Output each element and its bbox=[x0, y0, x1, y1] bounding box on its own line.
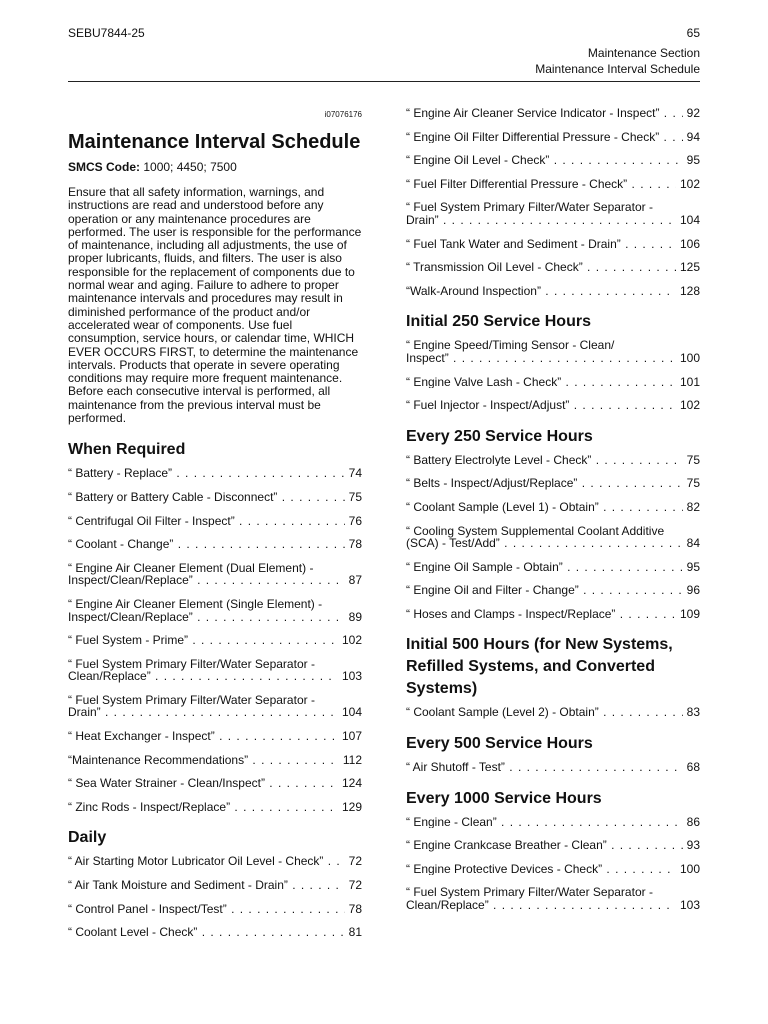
right-column bbox=[406, 90, 700, 923]
entry-title: Clean/Replace” . . . bbox=[406, 899, 676, 912]
entry-title: “ Fuel Filter Differential Pressure - Check” . . . bbox=[406, 178, 676, 191]
entry-title: “ Air Starting Motor Lubricator Oil Level - Check” . . . bbox=[68, 855, 345, 868]
toc-entry[interactable] bbox=[68, 491, 362, 504]
entry-page-number: 94 bbox=[686, 129, 700, 144]
entry-title: “ Control Panel - Inspect/Test” . . . bbox=[68, 903, 345, 916]
toc-entry[interactable] bbox=[406, 608, 700, 621]
entry-page-number: 82 bbox=[686, 499, 700, 514]
entry-page-number: 102 bbox=[679, 176, 700, 191]
entry-page-number: 100 bbox=[679, 350, 700, 365]
entry-page-number: 101 bbox=[679, 374, 700, 389]
entry-title-line1: “ Engine Air Cleaner Element (Dual Element) - bbox=[68, 560, 314, 575]
entry-title: “ Air Shutoff - Test” . . . bbox=[406, 761, 683, 774]
entry-title: “ Engine Crankcase Breather - Clean” . . . bbox=[406, 839, 683, 852]
section-heading-every-500: Every 500 Service Hours bbox=[406, 735, 593, 753]
entry-page-number: 78 bbox=[348, 901, 362, 916]
entry-title: “ Belts - Inspect/Adjust/Replace” . . . bbox=[406, 477, 683, 490]
entry-title: “ Zinc Rods - Inspect/Replace” . . . bbox=[68, 801, 338, 814]
toc-entry[interactable] bbox=[406, 201, 700, 226]
entry-page-number: 102 bbox=[679, 398, 700, 413]
when-required-list bbox=[68, 467, 362, 813]
entry-title: (SCA) - Test/Add” . . . bbox=[406, 537, 683, 550]
toc-entry[interactable] bbox=[406, 339, 700, 364]
section-heading-daily: Daily bbox=[68, 829, 107, 847]
toc-entry[interactable] bbox=[68, 658, 362, 683]
entry-page-number: 75 bbox=[686, 476, 700, 491]
toc-entry[interactable] bbox=[406, 501, 700, 514]
daily-list bbox=[68, 855, 362, 938]
entry-page-number: 87 bbox=[348, 573, 362, 588]
toc-entry[interactable] bbox=[68, 777, 362, 790]
toc-entry[interactable] bbox=[406, 178, 700, 191]
entry-title: “ Transmission Oil Level - Check” . . . bbox=[406, 261, 676, 274]
every-1000-list bbox=[406, 816, 700, 912]
entry-title: “ Engine Air Cleaner Service Indicator - Inspect” . . . bbox=[406, 107, 683, 120]
toc-entry[interactable] bbox=[68, 801, 362, 814]
intro-paragraph: Ensure that all safety information, warnings, and instructions are read and understood before any operation or any maintenance procedures are performed. The user is responsible for the performance of maintenance, including all adjustments, the use of proper lubricants, fluids, and filters. The user is also responsible for the replacement of components due to normal wear and aging. Failure to adhere to proper maintenance intervals and procedures may result in diminished performance of the product and/or accelerated wear of components. Use fuel consumption, service hours, or calendar time, WHICH EVER OCCURS FIRST, to determine the maintenance intervals. Products that operate in severe operating conditions may require more frequent maintenance. Before each consecutive interval is performed, all maintenance from the previous interval must be performed. bbox=[68, 185, 362, 426]
entry-title-line1: “ Fuel System Primary Filter/Water Separator - bbox=[406, 200, 653, 215]
toc-entry[interactable] bbox=[68, 855, 362, 868]
initial-250-list bbox=[406, 339, 700, 411]
entry-page-number: 83 bbox=[686, 705, 700, 720]
entry-title: “Maintenance Recommendations” . . . bbox=[68, 754, 339, 767]
reference-code: i07076176 bbox=[324, 110, 362, 119]
entry-page-number: 104 bbox=[679, 212, 700, 227]
page-number: 65 bbox=[686, 26, 700, 40]
smcs-label: SMCS Code: bbox=[68, 160, 140, 174]
toc-entry[interactable] bbox=[406, 863, 700, 876]
entry-title-line1: “ Engine Speed/Timing Sensor - Clean/ bbox=[406, 338, 615, 353]
entry-title: Drain” . . . bbox=[68, 706, 338, 719]
entry-page-number: 112 bbox=[342, 752, 362, 767]
smcs-code bbox=[68, 160, 362, 174]
every-500-list bbox=[406, 761, 700, 774]
toc-entry[interactable] bbox=[406, 107, 700, 120]
entry-title: “ Heat Exchanger - Inspect” . . . bbox=[68, 730, 338, 743]
entry-title: “ Engine Valve Lash - Check” . . . bbox=[406, 376, 676, 389]
entry-page-number: 109 bbox=[679, 606, 700, 621]
entry-title: “ Coolant Sample (Level 2) - Obtain” . . . bbox=[406, 706, 683, 719]
entry-page-number: 72 bbox=[348, 878, 362, 893]
entry-page-number: 86 bbox=[686, 814, 700, 829]
entry-title: “ Coolant Sample (Level 1) - Obtain” . . . bbox=[406, 501, 683, 514]
entry-title: “ Engine Oil and Filter - Change” . . . bbox=[406, 584, 683, 597]
left-column bbox=[68, 90, 362, 950]
entry-page-number: 76 bbox=[348, 513, 362, 528]
entry-title-line1: “ Fuel System Primary Filter/Water Separator - bbox=[68, 656, 315, 671]
entry-page-number: 75 bbox=[686, 452, 700, 467]
entry-title: “ Fuel System - Prime” . . . bbox=[68, 634, 338, 647]
entry-page-number: 129 bbox=[341, 799, 362, 814]
entry-page-number: 103 bbox=[341, 669, 362, 684]
subsection-title: Maintenance Interval Schedule bbox=[535, 62, 700, 76]
entry-title: “ Battery - Replace” . . . bbox=[68, 467, 345, 480]
entry-title: “ Hoses and Clamps - Inspect/Replace” . . . bbox=[406, 608, 676, 621]
entry-page-number: 78 bbox=[348, 537, 362, 552]
entry-title: Inspect” . . . bbox=[406, 352, 676, 365]
toc-entry[interactable] bbox=[68, 634, 362, 647]
toc-entry[interactable] bbox=[68, 562, 362, 587]
toc-entry[interactable] bbox=[68, 467, 362, 480]
toc-entry[interactable] bbox=[68, 538, 362, 551]
page-title: Maintenance Interval Schedule bbox=[68, 131, 361, 153]
every-250-list bbox=[406, 454, 700, 621]
entry-page-number: 92 bbox=[686, 106, 700, 120]
toc-entry[interactable] bbox=[406, 525, 700, 550]
entry-page-number: 75 bbox=[348, 489, 362, 504]
entry-page-number: 125 bbox=[679, 260, 700, 275]
toc-entry[interactable] bbox=[68, 879, 362, 892]
entry-title-line1: “ Engine Air Cleaner Element (Single Element) - bbox=[68, 596, 323, 611]
entry-title: “Walk-Around Inspection” . . . bbox=[406, 285, 676, 298]
entry-title: “ Sea Water Strainer - Clean/Inspect” . . . bbox=[68, 777, 338, 790]
entry-title: “ Fuel Tank Water and Sediment - Drain” . . . bbox=[406, 238, 676, 251]
entry-title: “ Centrifugal Oil Filter - Inspect” . . . bbox=[68, 515, 345, 528]
toc-entry[interactable] bbox=[406, 584, 700, 597]
entry-title-line1: “ Fuel System Primary Filter/Water Separator - bbox=[68, 692, 315, 707]
entry-title: “ Battery Electrolyte Level - Check” . . . bbox=[406, 454, 683, 467]
toc-entry[interactable] bbox=[406, 561, 700, 574]
toc-entry[interactable] bbox=[406, 285, 700, 298]
toc-entry[interactable] bbox=[406, 261, 700, 274]
entry-title: Inspect/Clean/Replace” . . . bbox=[68, 611, 345, 624]
entry-title: “ Coolant Level - Check” . . . bbox=[68, 926, 345, 939]
initial-500-list bbox=[406, 706, 700, 719]
toc-entry[interactable] bbox=[406, 816, 700, 829]
entry-page-number: 107 bbox=[341, 729, 362, 744]
entry-page-number: 102 bbox=[341, 633, 362, 648]
toc-entry[interactable] bbox=[406, 238, 700, 251]
entry-title: “ Engine Oil Filter Differential Pressure - Check” . . . bbox=[406, 131, 683, 144]
toc-entry[interactable] bbox=[406, 886, 700, 911]
toc-entry[interactable] bbox=[406, 839, 700, 852]
toc-entry[interactable] bbox=[406, 761, 700, 774]
toc-entry[interactable] bbox=[68, 694, 362, 719]
entry-page-number: 104 bbox=[341, 705, 362, 720]
toc-entry[interactable] bbox=[406, 706, 700, 719]
entry-page-number: 68 bbox=[686, 760, 700, 775]
toc-entry[interactable] bbox=[406, 376, 700, 389]
entry-page-number: 100 bbox=[679, 861, 700, 876]
entry-title: “ Battery or Battery Cable - Disconnect” . . . bbox=[68, 491, 345, 504]
entry-title: “ Engine Protective Devices - Check” . . . bbox=[406, 863, 676, 876]
toc-entry[interactable] bbox=[68, 903, 362, 916]
entry-page-number: 74 bbox=[348, 466, 362, 481]
entry-page-number: 103 bbox=[679, 898, 700, 913]
entry-page-number: 93 bbox=[686, 838, 700, 853]
toc-entry[interactable] bbox=[68, 730, 362, 743]
entry-page-number: 96 bbox=[686, 583, 700, 598]
toc-entry[interactable] bbox=[406, 454, 700, 467]
daily-list-continued bbox=[406, 107, 700, 297]
entry-title: “ Engine Oil Sample - Obtain” . . . bbox=[406, 561, 683, 574]
entry-page-number: 84 bbox=[686, 536, 700, 551]
entry-title-line1: “ Cooling System Supplemental Coolant Additive bbox=[406, 523, 665, 538]
entry-page-number: 72 bbox=[348, 854, 362, 869]
entry-page-number: 124 bbox=[341, 776, 362, 791]
toc-entry[interactable] bbox=[406, 477, 700, 490]
toc-entry[interactable] bbox=[68, 926, 362, 939]
section-heading-when-required: When Required bbox=[68, 441, 186, 459]
entry-title: Inspect/Clean/Replace” . . . bbox=[68, 574, 345, 587]
entry-page-number: 128 bbox=[679, 283, 700, 298]
toc-entry[interactable] bbox=[68, 598, 362, 623]
entry-title: “ Fuel Injector - Inspect/Adjust” . . . bbox=[406, 399, 676, 412]
entry-title-line1: “ Fuel System Primary Filter/Water Separator - bbox=[406, 885, 653, 900]
page-header bbox=[68, 26, 700, 82]
toc-entry[interactable] bbox=[406, 399, 700, 412]
entry-page-number: 89 bbox=[348, 609, 362, 624]
entry-title: Clean/Replace” . . . bbox=[68, 670, 338, 683]
entry-title: “ Engine Oil Level - Check” . . . bbox=[406, 154, 683, 167]
entry-title: “ Engine - Clean” . . . bbox=[406, 816, 683, 829]
smcs-values: 1000; 4450; 7500 bbox=[143, 160, 237, 174]
entry-title: “ Coolant - Change” . . . bbox=[68, 538, 345, 551]
entry-page-number: 95 bbox=[686, 559, 700, 574]
entry-page-number: 95 bbox=[686, 153, 700, 168]
section-heading-every-1000: Every 1000 Service Hours bbox=[406, 789, 602, 807]
entry-title: “ Air Tank Moisture and Sediment - Drain” . . . bbox=[68, 879, 345, 892]
section-heading-initial-500: Initial 500 Hours (for New Systems, Refilled Systems, and Converted Systems) bbox=[406, 636, 673, 698]
toc-entry[interactable] bbox=[406, 131, 700, 144]
section-heading-every-250: Every 250 Service Hours bbox=[406, 427, 593, 445]
section-heading-initial-250: Initial 250 Service Hours bbox=[406, 313, 591, 331]
toc-entry[interactable] bbox=[68, 754, 362, 767]
section-title: Maintenance Section bbox=[587, 46, 700, 60]
entry-page-number: 81 bbox=[348, 925, 362, 940]
toc-entry[interactable] bbox=[68, 515, 362, 528]
entry-title: Drain” . . . bbox=[406, 214, 676, 227]
toc-entry[interactable] bbox=[406, 154, 700, 167]
entry-page-number: 106 bbox=[679, 236, 700, 251]
document-id: SEBU7844-25 bbox=[68, 26, 145, 40]
